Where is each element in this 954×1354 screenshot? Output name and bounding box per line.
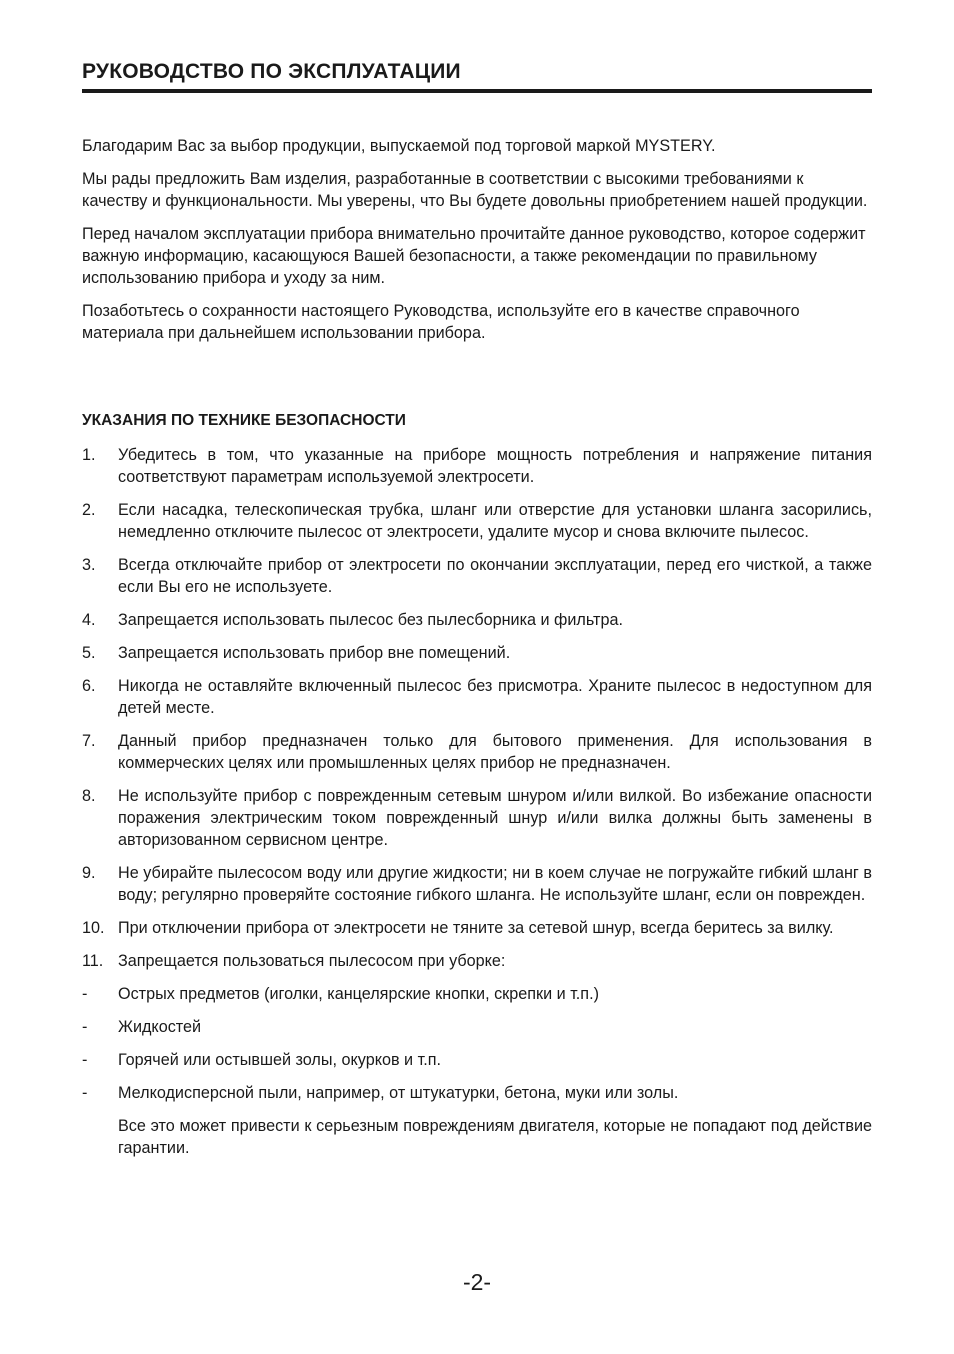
safety-item <box>82 444 872 488</box>
safety-item <box>82 675 872 719</box>
safety-item <box>82 609 872 631</box>
item-text: При отключении прибора от электросети не тяните за сетевой шнур, всегда беритесь за вилку. <box>118 919 834 937</box>
item-number: 8. <box>82 787 96 805</box>
safety-item <box>82 950 872 972</box>
item-text: Запрещается пользоваться пылесосом при уборке: <box>118 952 506 970</box>
item-number: 10. <box>82 919 105 937</box>
safety-subitem <box>82 1016 872 1038</box>
item-dash: - <box>82 1018 88 1036</box>
item-number: 3. <box>82 556 96 574</box>
item-text: Острых предметов (иголки, канцелярские кнопки, скрепки и т.п.) <box>118 985 599 1003</box>
item-dash: - <box>82 1051 88 1069</box>
item-text: Если насадка, телескопическая трубка, шланг или отверстие для установки шланга засорились, немедленно отключите пылесос от электросети, удалите мусор и снова включите пылесос. <box>118 501 872 541</box>
item-number: 5. <box>82 644 96 662</box>
item-dash: - <box>82 1084 88 1102</box>
item-text: Не используйте прибор с поврежденным сетевым шнуром и/или вилкой. Во избежание опасности поражения электрическим током поврежденный шнур и/или вилка должны быть заменены в авторизованном сервисном центре. <box>118 787 872 849</box>
page-title: РУКОВОДСТВО ПО ЭКСПЛУАТАЦИИ <box>82 60 461 83</box>
safety-item <box>82 554 872 598</box>
item-text: Мелкодисперсной пыли, например, от штукатурки, бетона, муки или золы. <box>118 1084 679 1102</box>
warranty-note: Все это может привести к серьезным повреждениям двигателя, которые не попадают под действие гарантии. <box>118 1117 872 1157</box>
safety-section-title: УКАЗАНИЯ ПО ТЕХНИКЕ БЕЗОПАСНОСТИ <box>82 412 406 429</box>
safety-item <box>82 499 872 543</box>
safety-item <box>82 862 872 906</box>
item-text: Горячей или остывшей золы, окурков и т.п. <box>118 1051 441 1069</box>
item-text: Запрещается использовать пылесос без пылесборника и фильтра. <box>118 611 623 629</box>
safety-subitem <box>82 983 872 1005</box>
item-dash: - <box>82 985 88 1003</box>
item-number: 6. <box>82 677 96 695</box>
item-text: Всегда отключайте прибор от электросети по окончании эксплуатации, перед его чисткой, а также если Вы его не используете. <box>118 556 872 596</box>
item-text: Запрещается использовать прибор вне помещений. <box>118 644 511 662</box>
safety-item <box>82 785 872 851</box>
page-number: -2- <box>462 1269 492 1295</box>
item-number: 2. <box>82 501 96 519</box>
item-text: Убедитесь в том, что указанные на приборе мощность потребления и напряжение питания соответствуют параметрам используемой электросети. <box>118 446 872 486</box>
intro-paragraph: Благодарим Вас за выбор продукции, выпускаемой под торговой маркой MYSTERY. <box>82 137 716 155</box>
safety-item <box>82 917 872 939</box>
safety-item <box>82 642 872 664</box>
item-number: 9. <box>82 864 96 882</box>
item-text: Жидкостей <box>118 1018 202 1036</box>
item-text: Никогда не оставляйте включенный пылесос без присмотра. Храните пылесос в недоступном для детей месте. <box>118 677 872 717</box>
item-number: 1. <box>82 446 96 464</box>
intro-paragraph: Перед началом эксплуатации прибора внимательно прочитайте данное руководство, которое содержит важную информацию, касающуюся Вашей безопасности, а также рекомендации по правильному использованию прибора и уходу за ним. <box>82 225 866 287</box>
item-number: 7. <box>82 732 96 750</box>
item-number: 11. <box>82 952 104 970</box>
item-number: 4. <box>82 611 96 629</box>
intro-section <box>82 135 872 355</box>
intro-paragraph: Мы рады предложить Вам изделия, разработанные в соответствии с высокими требованиями к качеству и функциональности. Мы уверены, что Вы будете довольны приобретением нашей продукции. <box>82 170 868 210</box>
safety-subitem <box>82 1049 872 1071</box>
item-text: Не убирайте пылесосом воду или другие жидкости; ни в коем случае не погружайте гибкий шланг в воду; регулярно проверяйте состояние гибкого шланга. Не используйте шланг, если он поврежден. <box>118 864 872 904</box>
item-text: Данный прибор предназначен только для бытового применения. Для использования в коммерческих целях или промышленных целях прибор не предназначен. <box>118 732 872 772</box>
page-header <box>82 59 872 93</box>
intro-paragraph: Позаботьтесь о сохранности настоящего Руководства, используйте его в качестве справочного материала при дальнейшем использовании прибора. <box>82 302 800 342</box>
safety-subitem <box>82 1082 872 1104</box>
safety-list <box>82 444 872 1159</box>
safety-item <box>82 730 872 774</box>
